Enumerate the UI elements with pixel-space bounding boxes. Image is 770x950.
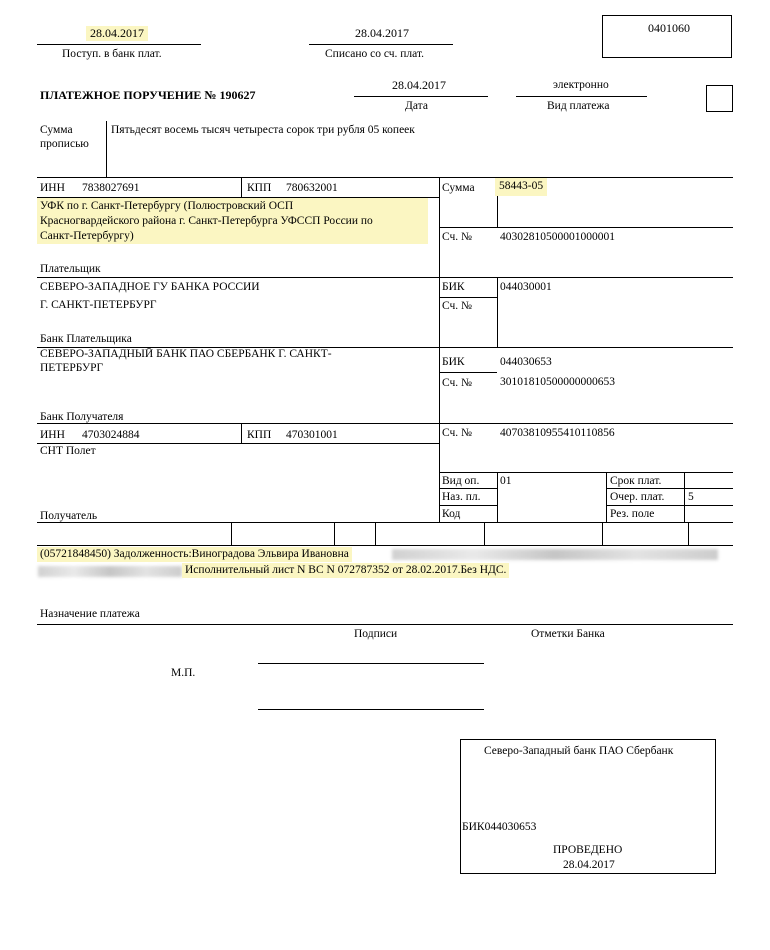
amount-words-divider xyxy=(106,121,107,177)
order-date: 28.04.2017 xyxy=(392,78,446,92)
payee-bank-bik: 044030653 xyxy=(500,356,552,368)
payer-bank-label: Банк Плательщика xyxy=(40,333,132,345)
grid-col-606 xyxy=(606,472,607,522)
payee-kpp: 470301001 xyxy=(286,429,338,441)
code-label: Код xyxy=(442,508,461,520)
bank-stamp-status: ПРОВЕДЕНО xyxy=(553,844,623,856)
receipt-date: 28.04.2017 xyxy=(86,26,148,41)
order-date-line xyxy=(354,96,488,97)
payee-bank-label: Банк Получателя xyxy=(40,411,124,423)
purpose-line-1: (05721848450) Задолженность:Виноградова Эльвира Ивановна xyxy=(37,547,352,562)
grid-line-505 xyxy=(439,505,497,506)
payer-bank-name: СЕВЕРО-ЗАПАДНОЕ ГУ БАНКА РОССИИ xyxy=(40,281,260,293)
payment-type-line xyxy=(516,96,647,97)
grid-line-277 xyxy=(37,277,733,278)
payer-inn: 7838027691 xyxy=(82,182,140,194)
order-title: ПЛАТЕЖНОЕ ПОРУЧЕНИЕ № 190627 xyxy=(40,88,256,102)
payer-kpp-label: КПП xyxy=(247,182,272,194)
amount-words-label-1: Сумма xyxy=(40,124,73,136)
debit-date-label: Списано со сч. плат. xyxy=(325,48,424,60)
payer-inn-label: ИНН xyxy=(40,182,65,194)
priority-value: 5 xyxy=(688,491,694,503)
payer-account-label: Сч. № xyxy=(442,231,473,243)
signatures-label: Подписи xyxy=(354,628,398,640)
grid-line-372 xyxy=(439,372,497,373)
grid-line-472 xyxy=(439,472,733,473)
grid-line-545 xyxy=(37,545,733,546)
cell-sep-688 xyxy=(688,522,689,545)
payer-bank-bik: 044030001 xyxy=(500,281,552,293)
grid-line-227 xyxy=(439,227,733,228)
grid-line-443 xyxy=(37,443,439,444)
purpose-line xyxy=(37,624,733,625)
grid-line-297 xyxy=(439,297,497,298)
payee-account-label: Сч. № xyxy=(442,427,473,439)
grid-line-177 xyxy=(37,177,733,178)
payee-bank-name-line-1: СЕВЕРО-ЗАПАДНЫЙ БАНК ПАО СБЕРБАНК Г. САНКТ- xyxy=(40,348,332,360)
cell-sep-334 xyxy=(334,522,335,545)
debit-date: 28.04.2017 xyxy=(355,26,409,40)
operation-type: 01 xyxy=(500,475,512,487)
payer-name-line-2: Красногвардейского района г. Санкт-Петербурга УФССП России по xyxy=(40,215,373,227)
grid-line-423 xyxy=(37,423,733,424)
grid-line-505b xyxy=(606,505,733,506)
order-date-label: Дата xyxy=(405,100,428,112)
payee-inn-label: ИНН xyxy=(40,429,65,441)
stamp-place-label: М.П. xyxy=(171,667,196,679)
payee-kpp-label: КПП xyxy=(247,429,272,441)
payer-label: Плательщик xyxy=(40,263,101,275)
grid-line-522 xyxy=(37,522,733,523)
payment-type-label: Вид платежа xyxy=(547,100,610,112)
due-label: Срок плат. xyxy=(610,475,662,487)
payee-account: 40703810955410110856 xyxy=(500,427,615,439)
payee-bank-name-line-2: ПЕТЕРБУРГ xyxy=(40,362,104,374)
receipt-date-label: Поступ. в банк плат. xyxy=(62,48,162,60)
amount-words-label-2: прописью xyxy=(40,138,89,150)
cell-sep-602 xyxy=(602,522,603,545)
redacted-text-1 xyxy=(392,549,718,560)
cell-sep-231 xyxy=(231,522,232,545)
purpose-label: Назначение платежа xyxy=(40,608,140,620)
grid-col-439 xyxy=(439,177,440,522)
grid-col-497c xyxy=(497,472,498,522)
debit-date-line xyxy=(309,44,453,45)
payee-label: Получатель xyxy=(40,510,98,522)
payer-bank-account-label: Сч. № xyxy=(442,300,473,312)
payer-bank-city: Г. САНКТ-ПЕТЕРБУРГ xyxy=(40,299,157,311)
grid-col-241 xyxy=(241,177,242,197)
payer-sum: 58443-05 xyxy=(495,178,547,196)
payee-name: СНТ Полет xyxy=(40,445,96,457)
payment-type: электронно xyxy=(553,79,609,91)
cell-sep-484 xyxy=(484,522,485,545)
payee-inn: 4703024884 xyxy=(82,429,140,441)
bank-stamp-bik: БИК044030653 xyxy=(462,821,537,833)
bank-stamp-bank: Северо-Западный банк ПАО Сбербанк xyxy=(484,745,674,757)
grid-col-684 xyxy=(684,472,685,522)
redacted-text-2 xyxy=(38,566,182,577)
grid-col-241b xyxy=(241,423,242,443)
signature-line-1 xyxy=(258,663,484,664)
payee-bank-account-label: Сч. № xyxy=(442,377,473,389)
bank-stamp-date: 28.04.2017 xyxy=(563,859,615,871)
signature-line-2 xyxy=(258,709,484,710)
purpose-code-label: Наз. пл. xyxy=(442,491,481,503)
payee-bank-bik-label: БИК xyxy=(442,356,465,368)
payer-name-line-1: УФК по г. Санкт-Петербургу (Полюстровский ОСП xyxy=(40,200,294,212)
receipt-date-line xyxy=(37,44,201,45)
form-code: 0401060 xyxy=(648,21,690,35)
payer-sum-label: Сумма xyxy=(442,182,475,194)
cell-sep-375 xyxy=(375,522,376,545)
reserve-label: Рез. поле xyxy=(610,508,655,520)
payer-account: 40302810500001000001 xyxy=(500,231,615,243)
priority-label: Очер. плат. xyxy=(610,491,665,503)
operation-type-label: Вид оп. xyxy=(442,475,480,487)
payer-kpp: 780632001 xyxy=(286,182,338,194)
grid-col-497b xyxy=(497,277,498,347)
bank-marks-label: Отметки Банка xyxy=(531,628,605,640)
payer-name-line-3: Санкт-Петербургу) xyxy=(40,230,134,242)
payer-bank-bik-label: БИК xyxy=(442,281,465,293)
status-box xyxy=(706,85,733,112)
amount-words-text: Пятьдесят восемь тысяч четыреста сорок три рубля 05 копеек xyxy=(111,124,415,136)
payee-bank-account: 30101810500000000653 xyxy=(500,376,615,388)
purpose-line-2: Исполнительный лист N ВС N 072787352 от 28.02.2017.Без НДС. xyxy=(182,563,509,578)
